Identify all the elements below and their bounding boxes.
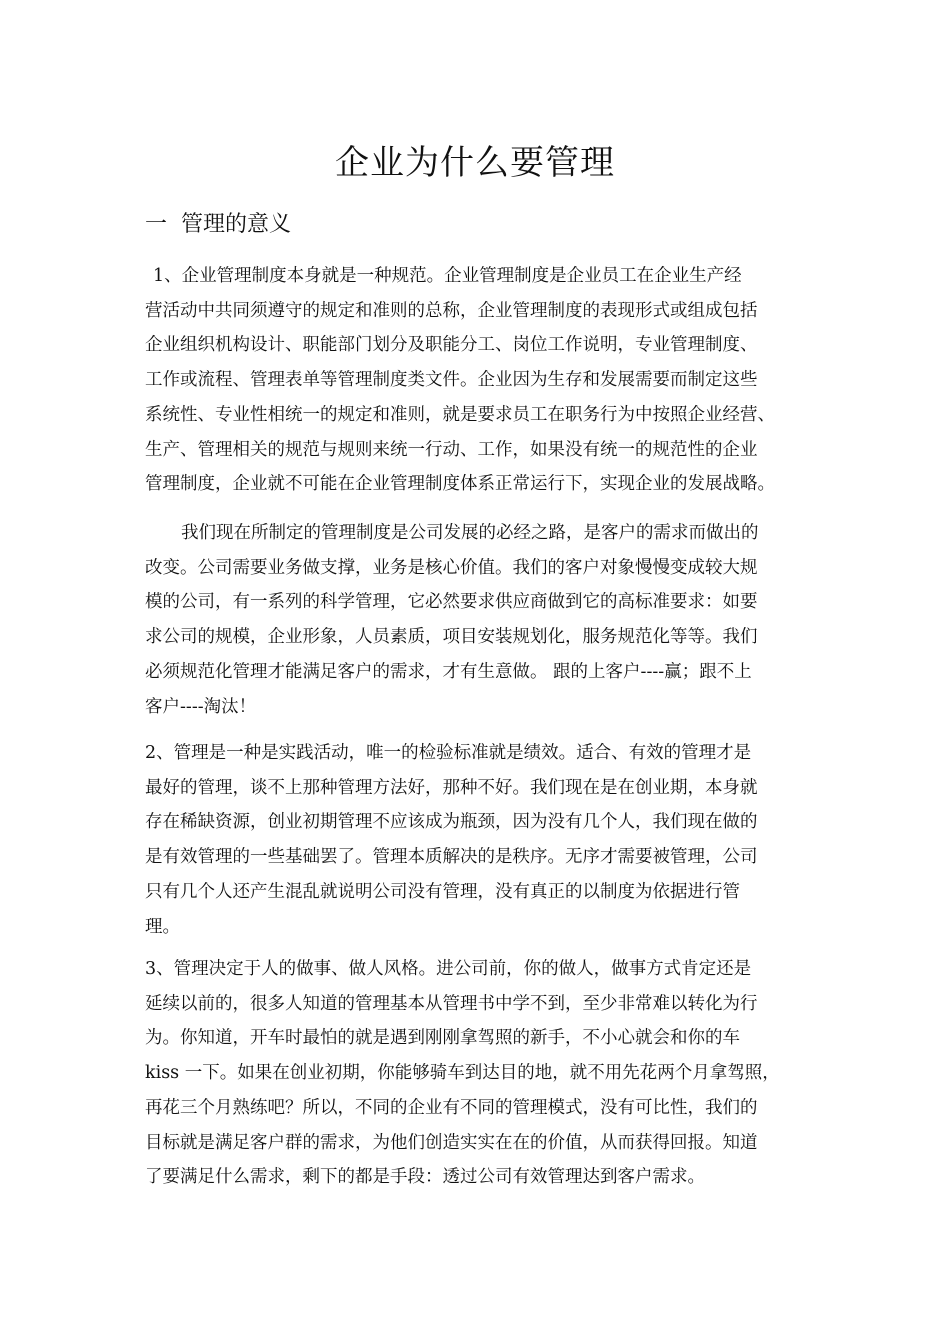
paragraph-line: 1、企业管理制度本身就是一种规范。企业管理制度是企业员工在企业生产经 [153, 266, 742, 286]
paragraph-4 [145, 952, 810, 1195]
paragraph-line: 为。你知道，开车时最怕的就是遇到刚刚拿驾照的新手，不小心就会和你的车 [145, 1028, 740, 1049]
section-heading-text: 管理的意义 [181, 212, 292, 237]
document-title: 企业为什么要管理 [335, 143, 615, 183]
paragraph-line: 只有几个人还产生混乱就说明公司没有管理，没有真正的以制度为依据进行管 [145, 881, 740, 902]
paragraph-line: 生产、管理相关的规范与规则来统一行动、工作，如果没有统一的规范性的企业 [145, 439, 758, 460]
paragraph-line: 最好的管理，谈不上那种管理方法好，那种不好。我们现在是在创业期，本身就 [145, 777, 758, 798]
paragraph-line: 目标就是满足客户群的需求，为他们创造实实在在的价值，从而获得回报。知道 [145, 1132, 758, 1153]
paragraph-line: 客户----淘汰！ [145, 696, 257, 717]
paragraph-line: 系统性、专业性相统一的规定和准则，就是要求员工在职务行为中按照企业经营、 [145, 404, 775, 425]
paragraph-line: 是有效管理的一些基础罢了。管理本质解决的是秩序。无序才需要被管理，公司 [145, 847, 758, 868]
paragraph-line: 企业组织机构设计、职能部门划分及职能分工、岗位工作说明，专业管理制度、 [145, 335, 758, 356]
paragraph-line: kiss 一下。如果在创业初期，你能够骑车到达目的地，就不用先花两个月拿驾照， [145, 1063, 780, 1084]
paragraph-line: 存在稀缺资源，创业初期管理不应该成为瓶颈，因为没有几个人，我们现在做的 [145, 812, 758, 833]
paragraph-line: 模的公司，有一系列的科学管理，它必然要求供应商做到它的高标准要求：如要 [145, 592, 758, 613]
section-heading [145, 208, 291, 242]
paragraph-line: 必须规范化管理才能满足客户的需求，才有生意做。 跟的上客户----赢；跟不上 [145, 661, 752, 682]
paragraph-line: 再花三个月熟练吧？所以，不同的企业有不同的管理模式，没有可比性，我们的 [145, 1097, 758, 1118]
paragraph-line: 延续以前的，很多人知道的管理基本从管理书中学不到，至少非常难以转化为行 [145, 993, 758, 1014]
paragraph-3 [145, 736, 810, 944]
paragraph-line: 工作或流程、管理表单等管理制度类文件。企业因为生存和发展需要而制定这些 [145, 370, 758, 391]
section-number: 一 [145, 212, 168, 237]
paragraph-line: 理。 [145, 916, 180, 937]
paragraph-2 [145, 516, 810, 724]
paragraph-line: 2、管理是一种是实践活动，唯一的检验标准就是绩效。适合、有效的管理才是 [145, 743, 752, 763]
paragraph-1 [145, 259, 810, 502]
paragraph-line: 管理制度，企业就不可能在企业管理制度体系正常运行下，实现企业的发展战略。 [145, 474, 775, 495]
paragraph-line: 改变。公司需要业务做支撑，业务是核心价值。我们的客户对象慢慢变成较大规 [145, 557, 758, 578]
paragraph-line: 营活动中共同须遵守的规定和准则的总称，企业管理制度的表现形式或组成包括 [145, 300, 758, 321]
paragraph-line: 我们现在所制定的管理制度是公司发展的必经之路，是客户的需求而做出的 [181, 523, 759, 543]
paragraph-line: 3、管理决定于人的做事、做人风格。进公司前，你的做人，做事方式肯定还是 [145, 959, 752, 979]
paragraph-line: 了要满足什么需求，剩下的都是手段：透过公司有效管理达到客户需求。 [145, 1167, 705, 1188]
paragraph-line: 求公司的规模，企业形象，人员素质，项目安装规划化，服务规范化等等。我们 [145, 627, 758, 648]
